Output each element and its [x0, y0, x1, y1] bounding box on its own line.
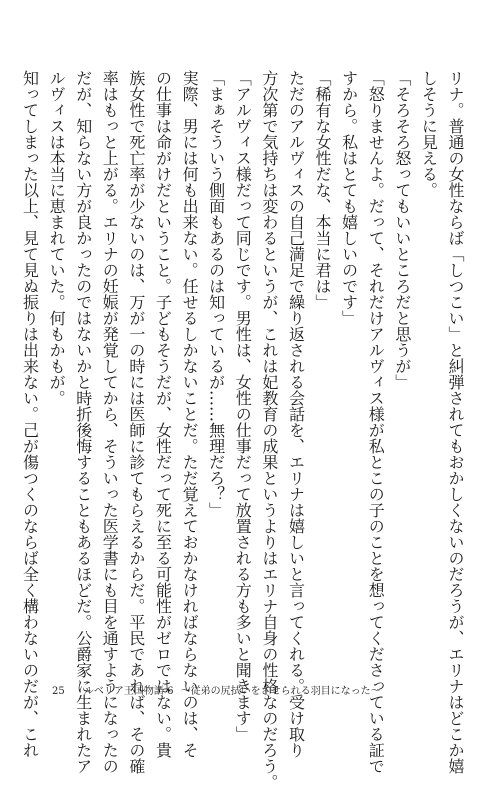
text-line: すから。私はとても嬉しいのです」	[339, 70, 359, 326]
text-line: だが、知らない方が良かったのではないかと時折後悔することもあるほどだ。公爵家に生まれたア	[73, 70, 93, 774]
text-line: ただのアルヴィスの自己満足で繰り返される会話を、エリナは嬉しいと言ってくれる。受け取り	[286, 70, 306, 758]
page-footer	[52, 686, 381, 698]
page-number: 25	[52, 686, 65, 697]
book-subtitle: 〜従弟の尻拭いをさせられる羽目になった〜	[180, 686, 381, 697]
text-line: 方次第で気持ちは変わるというが、これは妃教育の成果というよりはエリナ自身の性格なのだろう。	[259, 70, 279, 790]
text-line: リナ。普通の女性ならば「しつこい」と糾弾されてもおかしくないのだろうが、エリナはどこか嬉	[446, 70, 465, 774]
text-line: ルヴィスは本当に恵まれていた。何もかもが。	[47, 70, 67, 406]
text-line: 率はもっと上がる。エリナの妊娠が発覚してから、そういった医学書にも目を通すようになったの	[100, 70, 120, 774]
text-line: の仕事は命がけだということ。子どもそうだが、女性だって死に至る可能性がゼロではない。貴	[153, 70, 173, 758]
text-line: しそうに見える。	[419, 70, 439, 198]
text-line: 「怒りませんよ。だって、それだけアルヴィス様が私とこの子のことを想ってくださっている証で	[366, 70, 386, 774]
text-line: 実際、男には何も出来ない。任せるしかないことだ。ただ覚えておかなければならないのは、そ	[180, 70, 200, 758]
text-line: 「アルヴィス様だって同じです。男性は、女性の仕事だって放置される方も多いと聞きます」	[233, 70, 253, 742]
text-line: 知ってしまった以上、見て見ぬ振りは出来ない。己が傷つくのならば全く構わないのだが、これ	[20, 70, 40, 758]
text-line: 「そろそろ怒ってもいいところだと思うが」	[392, 70, 412, 390]
text-line: 「稀有な女性だな、本当に君は」	[313, 70, 333, 310]
text-line: 族女性で死亡率が少ないのは、万が一の時には医師に診てもらえるからだ。平民であれば、その確	[126, 70, 146, 774]
book-title: ルベリア王国物語 6	[83, 686, 174, 697]
text-line: 「まぁそういう側面もあるのは知っているが……無理だろ？」	[206, 70, 226, 518]
